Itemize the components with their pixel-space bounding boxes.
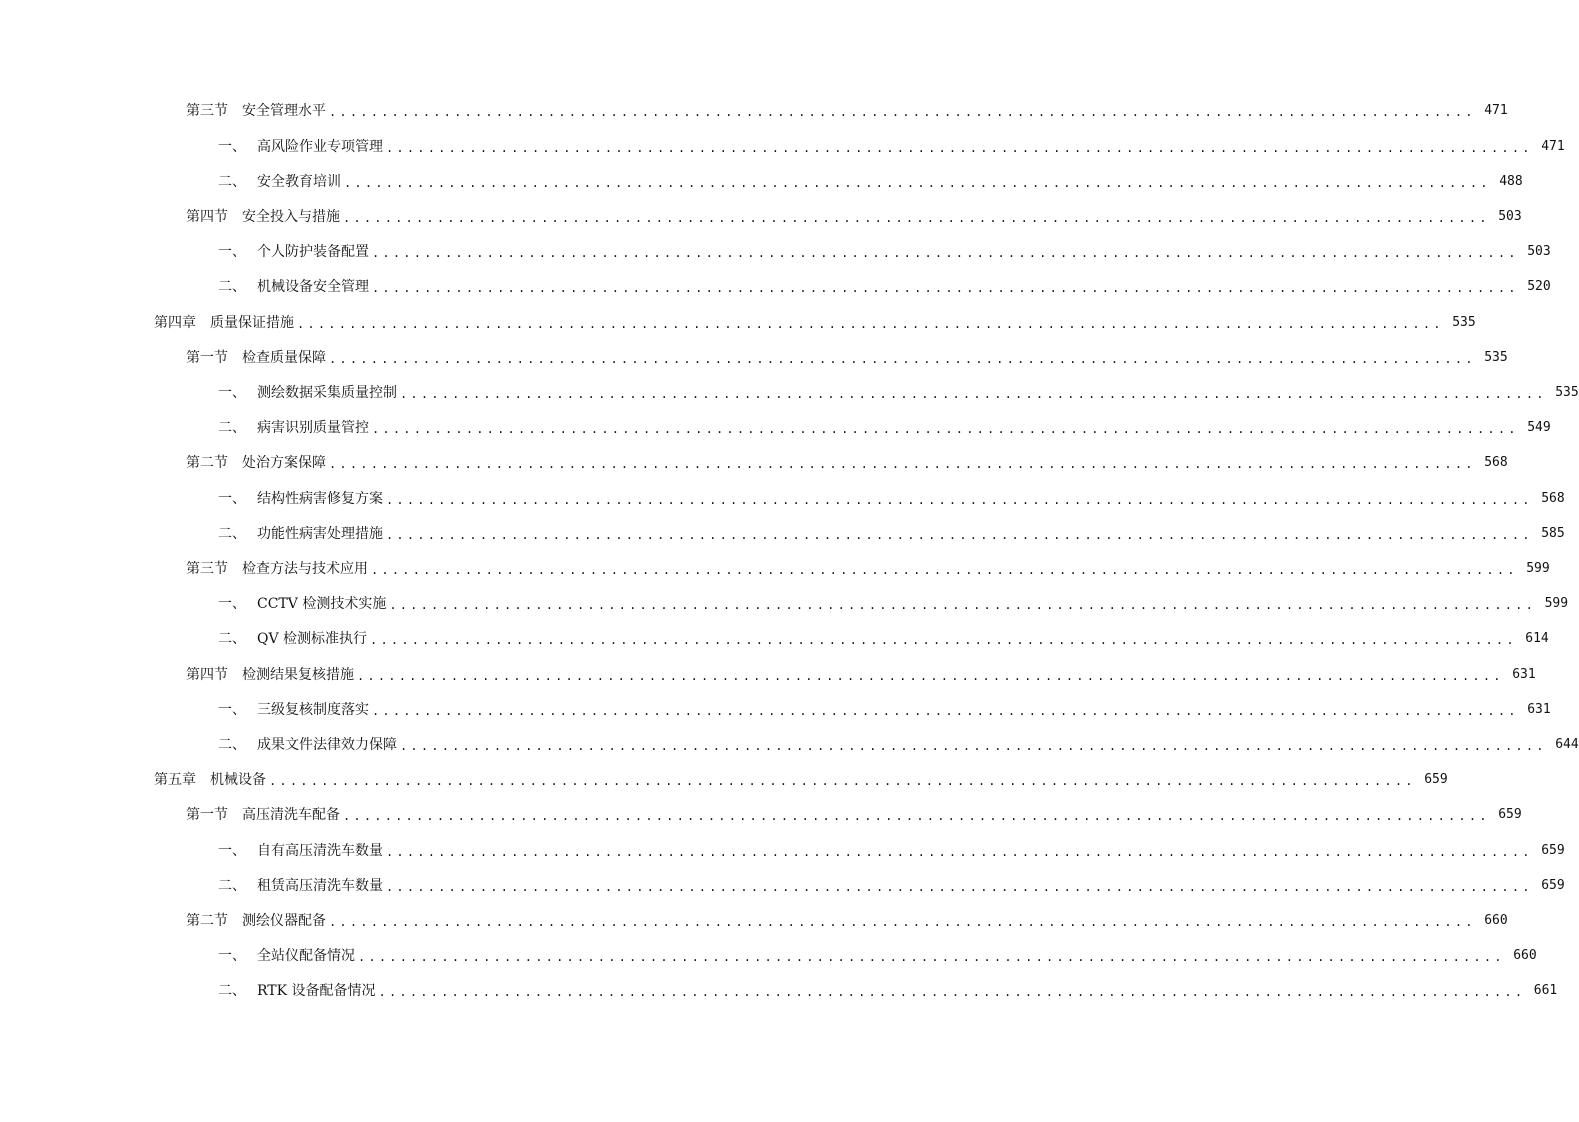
toc-entry-prefix: 第三节 — [186, 561, 228, 577]
toc-entry-item[interactable] — [0, 698, 1551, 722]
toc-entry-page: 631 — [1527, 702, 1551, 717]
dot-leader: .............................................................................................................. — [297, 317, 1444, 331]
toc-entry-page: 659 — [1424, 772, 1448, 787]
toc-entry-prefix: 一、 — [218, 843, 246, 859]
dot-leader: .............................................................................................................. — [329, 915, 1476, 929]
toc-entry-prefix: 第四节 — [186, 209, 228, 225]
toc-entry-title: 机械设备 — [210, 772, 266, 788]
dot-leader: .............................................................................................................. — [371, 563, 1518, 577]
toc-entry-title: RTK 设备配备情况 — [257, 983, 376, 999]
toc-entry-page: 585 — [1541, 526, 1565, 541]
dot-leader: .............................................................................................................. — [358, 950, 1505, 964]
toc-entry-page: 568 — [1541, 491, 1565, 506]
toc-entry-section[interactable] — [0, 909, 1508, 933]
toc-entry-prefix: 二、 — [218, 631, 246, 647]
dot-leader: .............................................................................................................. — [386, 141, 1533, 155]
toc-entry-title: 租赁高压清洗车数量 — [257, 878, 383, 894]
toc-entry-prefix: 一、 — [218, 596, 246, 612]
toc-entry-prefix: 第二节 — [186, 913, 228, 929]
toc-entry-title: 病害识别质量管控 — [257, 420, 369, 436]
dot-leader: .............................................................................................................. — [344, 176, 1491, 190]
dot-leader: .............................................................................................................. — [400, 387, 1547, 401]
toc-entry-page: 661 — [1533, 983, 1558, 998]
toc-entry-title: 测绘仪器配备 — [242, 913, 326, 929]
toc-entry-prefix: 第二节 — [186, 455, 228, 471]
dot-leader: .............................................................................................................. — [389, 598, 1537, 612]
toc-entry-prefix: 第五章 — [154, 772, 196, 788]
toc-entry-page: 659 — [1498, 807, 1522, 822]
toc-entry-title: 高压清洗车配备 — [242, 807, 340, 823]
toc-entry-item[interactable] — [0, 592, 1569, 616]
toc-entry-page: 631 — [1512, 667, 1536, 682]
dot-leader: .............................................................................................................. — [370, 633, 1517, 647]
dot-leader: .............................................................................................................. — [378, 985, 1526, 999]
toc-entry-title: 测绘数据采集质量控制 — [257, 385, 397, 401]
toc-entry-prefix: 一、 — [218, 702, 246, 718]
dot-leader: .............................................................................................................. — [386, 528, 1533, 542]
toc-entry-prefix: 二、 — [218, 526, 246, 542]
toc-entry-title: 检测结果复核措施 — [242, 667, 354, 683]
toc-entry-page: 549 — [1527, 420, 1551, 435]
toc-entry-page: 535 — [1452, 315, 1476, 330]
toc-entry-prefix: 第三节 — [186, 103, 228, 119]
toc-entry-prefix: 一、 — [218, 139, 246, 155]
toc-entry-title: 高风险作业专项管理 — [257, 139, 383, 155]
toc-entry-prefix: 二、 — [218, 174, 246, 190]
toc-entry-item[interactable] — [0, 275, 1551, 299]
toc-entry-item[interactable] — [0, 381, 1579, 405]
toc-entry-prefix: 一、 — [218, 948, 246, 964]
toc-entry-prefix: 一、 — [218, 491, 246, 507]
toc-entry-title: 安全管理水平 — [242, 103, 326, 119]
dot-leader: .............................................................................................................. — [386, 880, 1533, 894]
toc-entry-prefix: 一、 — [218, 244, 246, 260]
dot-leader: .............................................................................................................. — [372, 422, 1519, 436]
toc-entry-page: 599 — [1544, 596, 1569, 611]
dot-leader: .............................................................................................................. — [357, 669, 1504, 683]
toc-entry-title: 成果文件法律效力保障 — [257, 737, 397, 753]
toc-entry-section[interactable] — [0, 557, 1550, 581]
toc-entry-title: 质量保证措施 — [210, 315, 294, 331]
dot-leader: .............................................................................................................. — [329, 457, 1476, 471]
toc-entry-item[interactable] — [0, 240, 1551, 264]
toc-entry-item[interactable] — [0, 487, 1565, 511]
toc-entry-prefix: 第四章 — [154, 315, 196, 331]
toc-entry-item[interactable] — [0, 979, 1558, 1003]
dot-leader: .............................................................................................................. — [329, 352, 1476, 366]
toc-entry-page: 471 — [1484, 103, 1508, 118]
toc-entry-page: 659 — [1541, 878, 1565, 893]
toc-entry-title: 自有高压清洗车数量 — [257, 843, 383, 859]
toc-entry-title: 安全投入与措施 — [242, 209, 340, 225]
toc-entry-section[interactable] — [0, 346, 1508, 370]
toc-entry-page: 644 — [1555, 737, 1579, 752]
toc-entry-item[interactable] — [0, 944, 1537, 968]
toc-entry-item[interactable] — [0, 522, 1565, 546]
toc-entry-page: 503 — [1498, 209, 1522, 224]
dot-leader: .............................................................................................................. — [343, 809, 1490, 823]
toc-entry-section[interactable] — [0, 451, 1508, 475]
toc-entry-prefix: 二、 — [218, 737, 246, 753]
toc-entry-chapter[interactable] — [0, 768, 1448, 792]
dot-leader: .............................................................................................................. — [386, 493, 1533, 507]
dot-leader: .............................................................................................................. — [372, 246, 1519, 260]
toc-entry-page: 659 — [1541, 843, 1565, 858]
toc-entry-page: 503 — [1527, 244, 1551, 259]
toc-entry-prefix: 第四节 — [186, 667, 228, 683]
toc-entry-section[interactable] — [0, 99, 1508, 123]
toc-entry-prefix: 二、 — [218, 878, 246, 894]
toc-entry-prefix: 二、 — [218, 983, 246, 999]
dot-leader: .............................................................................................................. — [400, 739, 1547, 753]
dot-leader: .............................................................................................................. — [343, 211, 1490, 225]
toc-entry-prefix: 一、 — [218, 385, 246, 401]
toc-entry-title: CCTV 检测技术实施 — [257, 596, 387, 612]
toc-entry-page: 660 — [1513, 948, 1537, 963]
toc-entry-title: 检查质量保障 — [242, 350, 326, 366]
toc-entry-page: 471 — [1541, 139, 1565, 154]
toc-entry-item[interactable] — [0, 135, 1565, 159]
toc-entry-page: 520 — [1527, 279, 1551, 294]
toc-entry-title: 功能性病害处理措施 — [257, 526, 383, 542]
toc-entry-chapter[interactable] — [0, 311, 1476, 335]
toc-entry-title: 全站仪配备情况 — [257, 948, 355, 964]
toc-entry-item[interactable] — [0, 170, 1523, 194]
toc-entry-page: 535 — [1484, 350, 1508, 365]
toc-entry-page: 568 — [1484, 455, 1508, 470]
toc-entry-page: 599 — [1526, 561, 1550, 576]
toc-entry-section[interactable] — [0, 803, 1522, 827]
dot-leader: .............................................................................................................. — [386, 845, 1533, 859]
toc-entry-item[interactable] — [0, 733, 1579, 757]
toc-entry-title: 个人防护装备配置 — [257, 244, 369, 260]
dot-leader: .............................................................................................................. — [372, 281, 1519, 295]
toc-entry-section[interactable] — [0, 205, 1522, 229]
toc-entry-page: 614 — [1525, 631, 1549, 646]
toc-entry-title: 机械设备安全管理 — [257, 279, 369, 295]
toc-entry-page: 488 — [1499, 174, 1523, 189]
dot-leader: .............................................................................................................. — [269, 774, 1416, 788]
toc-entry-prefix: 二、 — [218, 279, 246, 295]
toc-entry-title: 检查方法与技术应用 — [242, 561, 368, 577]
dot-leader: .............................................................................................................. — [329, 105, 1476, 119]
toc-entry-item[interactable] — [0, 416, 1551, 440]
toc-entry-title: 处治方案保障 — [242, 455, 326, 471]
toc-entry-page: 535 — [1555, 385, 1579, 400]
toc-entry-title: QV 检测标准执行 — [257, 631, 368, 647]
toc-entry-prefix: 第一节 — [186, 350, 228, 366]
toc-entry-section[interactable] — [0, 663, 1536, 687]
toc-entry-title: 结构性病害修复方案 — [257, 491, 383, 507]
toc-entry-title: 安全教育培训 — [257, 174, 341, 190]
toc-entry-title: 三级复核制度落实 — [257, 702, 369, 718]
toc-entry-item[interactable] — [0, 627, 1549, 651]
toc-entry-prefix: 二、 — [218, 420, 246, 436]
toc-entry-item[interactable] — [0, 839, 1565, 863]
toc-entry-page: 660 — [1484, 913, 1508, 928]
dot-leader: .............................................................................................................. — [372, 704, 1519, 718]
toc-entry-item[interactable] — [0, 874, 1565, 898]
toc-entry-prefix: 第一节 — [186, 807, 228, 823]
